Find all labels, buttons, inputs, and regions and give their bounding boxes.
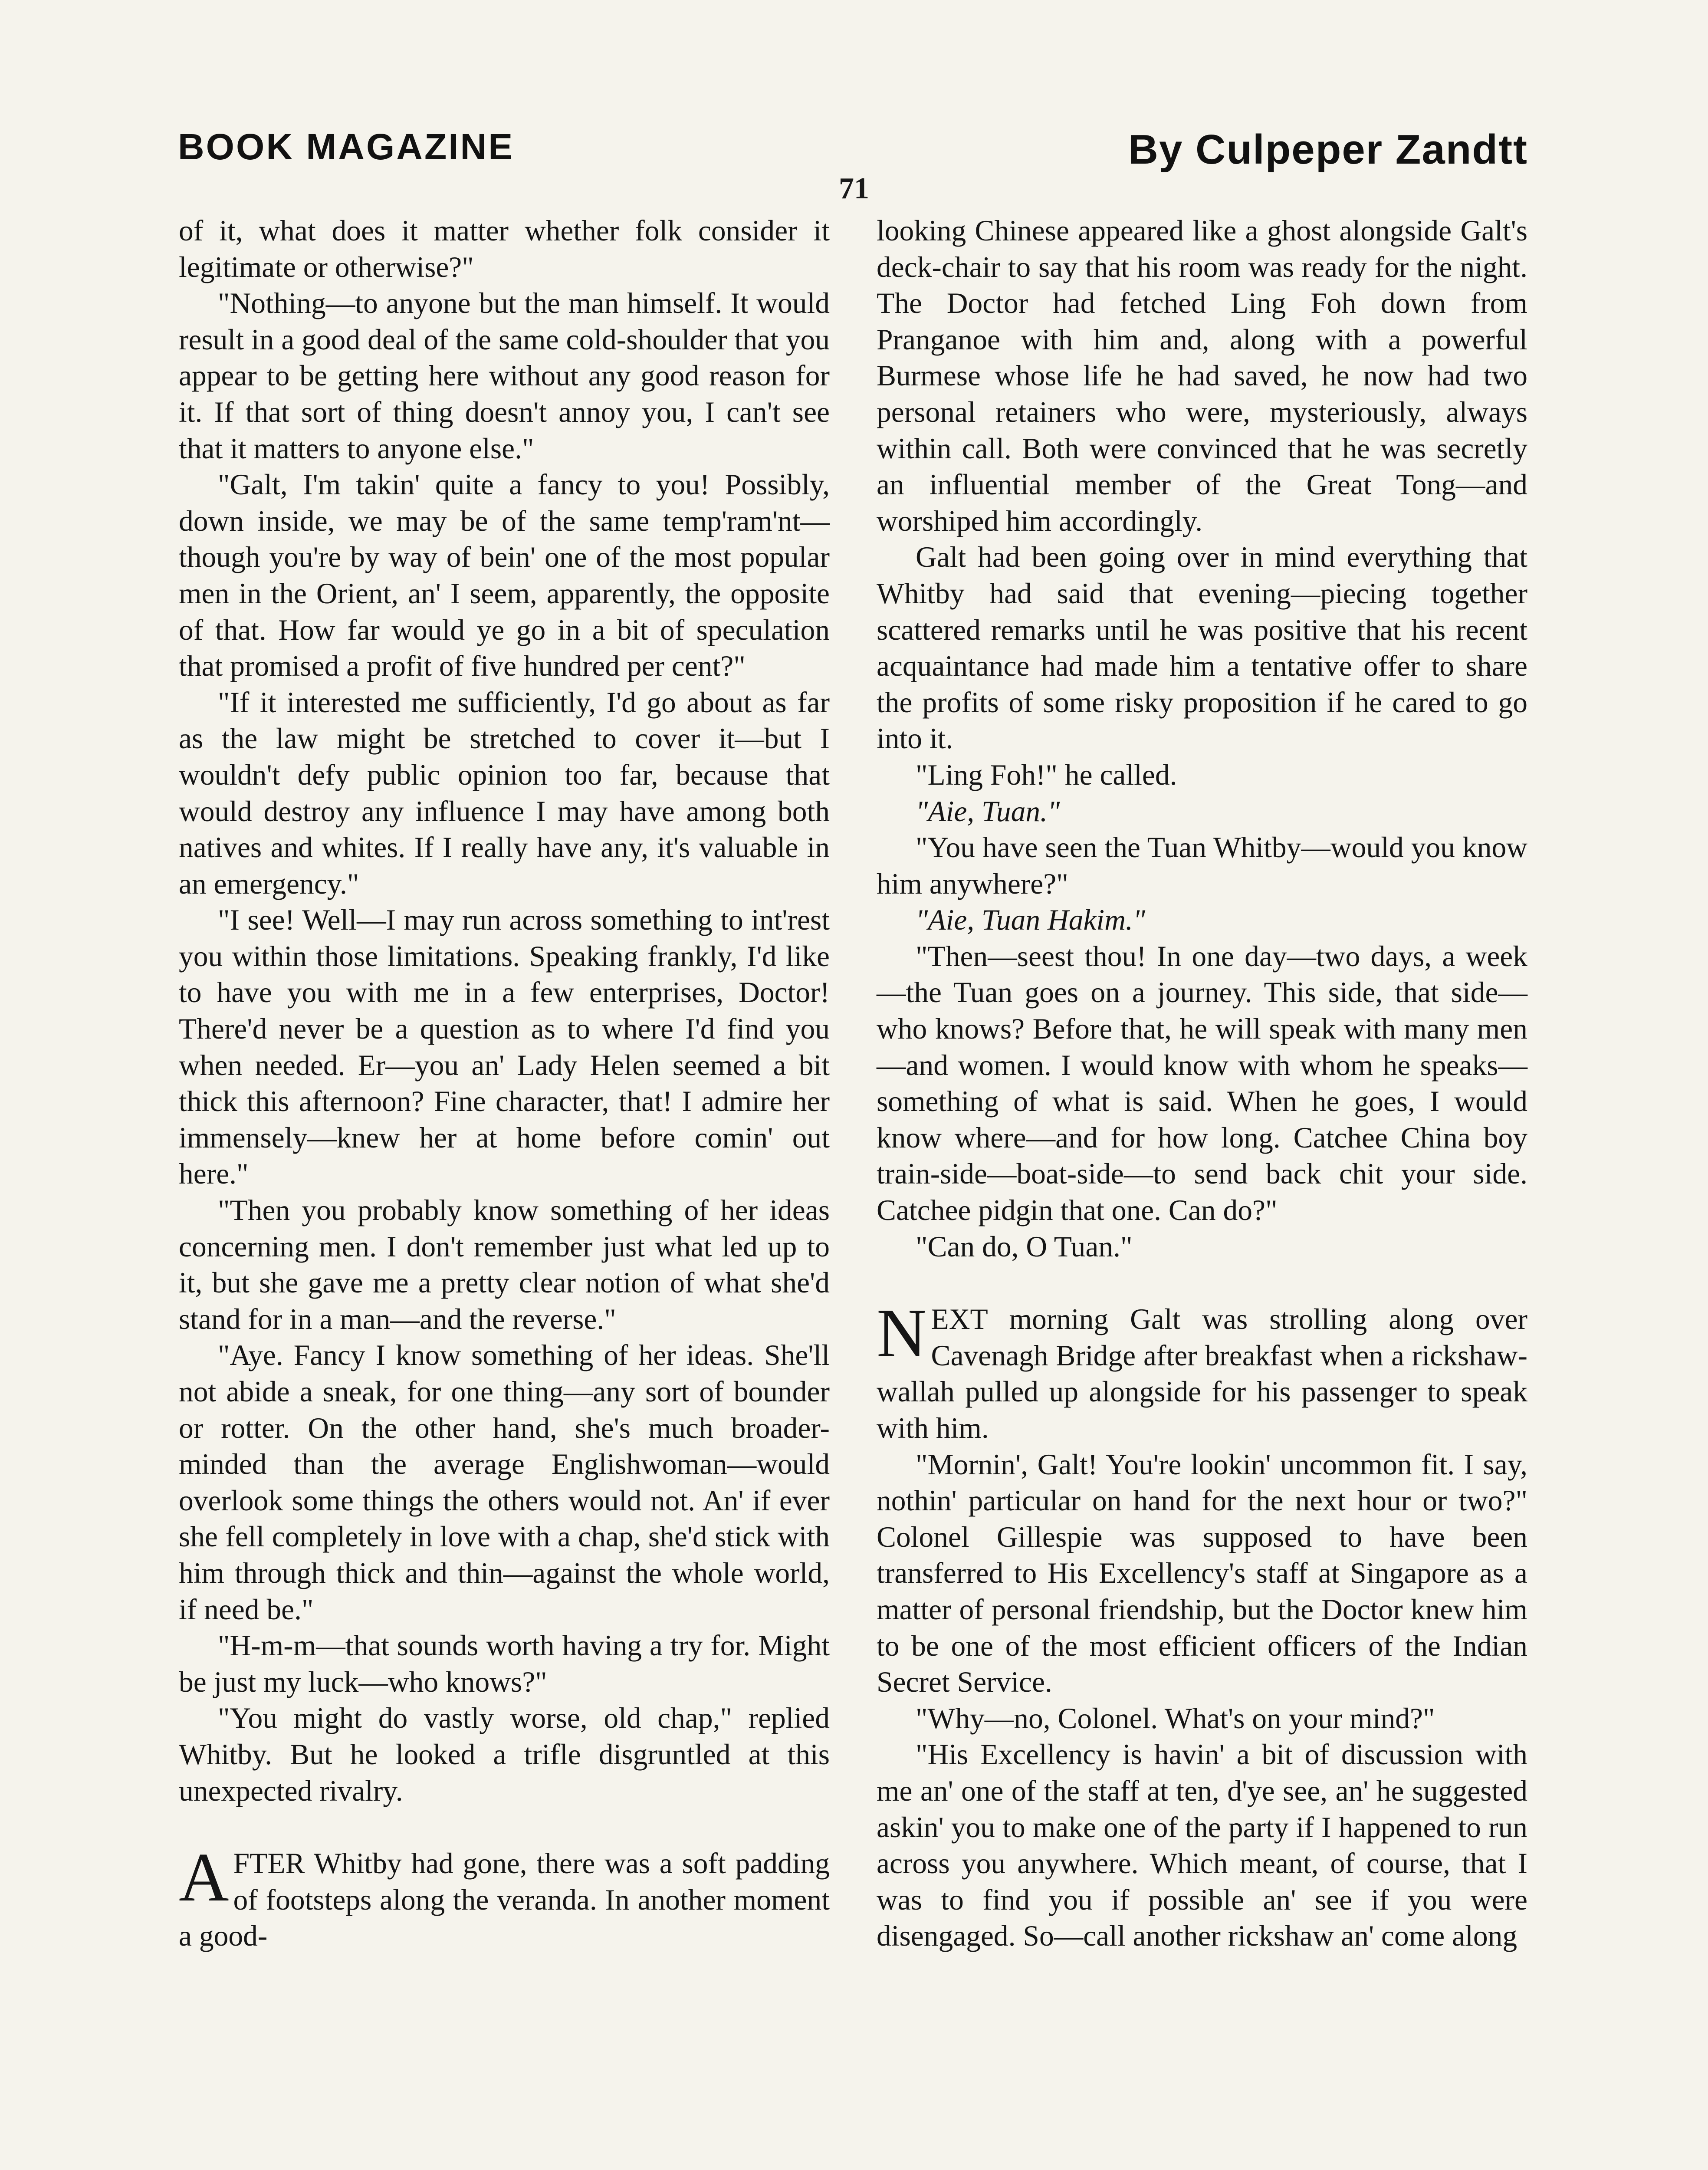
magazine-title: BOOK MAGAZINE	[178, 126, 515, 167]
paragraph: "Why—no, Colonel. What's on your mind?"	[916, 1702, 1435, 1735]
paragraph: "You might do vastly worse, old chap," replied Whitby. But he looked a trifle disgruntled at this unexpected rivalry.	[179, 1702, 830, 1807]
paragraph: looking Chinese appeared like a ghost alongside Galt's deck-chair to say that his room was ready for the night. The Doctor had fetched Ling Foh down from Pranganoe with him and, along with a powerful Burmese whose life he had saved, he now had two personal retainers who were, mysteriously, always within call. Both were convinced that he was secretly an influential member of the Great Tong—and worshiped him accordingly.	[877, 214, 1527, 537]
paragraph: "Then—seest thou! In one day—two days, a week—the Tuan goes on a journey. This side, that side—who knows? Before that, he will speak with many men—and women. I would know with whom he speaks—something of what is said. When he goes, I would know where—and for how long. Catchee China boy train-side—boat-side—to send back chit your side. Catchee pidgin that one. Can do?"	[877, 940, 1527, 1227]
paragraph: "Aie, Tuan."	[916, 795, 1060, 828]
paragraph: "I see! Well—I may run across something to int'rest you within those limitations. Speaking frankly, I'd like to have you with me in a few enterprises, Doctor! There'd never be a question as to where I'd find you when needed. Er—you an' Lady Helen seemed a bit thick this afternoon? Fine character, that! I admire her immensely—knew her at home before comin' out here."	[179, 904, 830, 1190]
paragraph: "Ling Foh!" he called.	[916, 758, 1177, 791]
paragraph: "If it interested me sufficiently, I'd go about as far as the law might be stretched to cover it—but I wouldn't defy public opinion too far, because that would destroy any influence I may have among both natives and whites. If I really have any, it's valuable in an emergency."	[179, 686, 830, 900]
paragraph: "H-m-m—that sounds worth having a try for. Might be just my luck—who knows?"	[179, 1629, 830, 1698]
paragraph: "Can do, O Tuan."	[916, 1230, 1133, 1263]
paragraph: "Nothing—to anyone but the man himself. It would result in a good deal of the same cold-shoulder that you appear to be getting here without any good reason for it. If that sort of thing doesn't annoy you, I can't see that it matters to anyone else."	[179, 287, 830, 465]
paragraph: "You have seen the Tuan Whitby—would you know him anywhere?"	[877, 831, 1527, 900]
paragraph: "Galt, I'm takin' quite a fancy to you! Possibly, down inside, we may be of the same temp'ram'nt—though you're by way of bein' one of the most popular men in the Orient, an' I seem, apparently, the opposite of that. How far would ye go in a bit of speculation that promised a profit of five hundred per cent?"	[179, 468, 830, 683]
paragraph: "Aye. Fancy I know something of her ideas. She'll not abide a sneak, for one thing—any sort of bounder or rotter. On the other hand, she's much broader-minded than the average Englishwoman—would overlook some things the others would not. An' if ever she fell completely in love with a chap, she'd stick with him through thick and thin—against the whole world, if need be."	[179, 1339, 830, 1626]
section-start-paragraph: NEXT morning Galt was strolling along over Cavenagh Bridge after breakfast when a rickshaw-wallah pulled up alongside for his passenger to speak with him.	[877, 1294, 1527, 1444]
paragraph: "His Excellency is havin' a bit of discussion with me an' one of the staff at ten, d'ye see, an' he suggested askin' you to make one of the party if I happened to run across you anywhere. Which meant, of course, that I was to find you if possible an' see if you were disengaged. So—call another rickshaw an' come along	[877, 1738, 1527, 1953]
left-text-column	[179, 213, 830, 1954]
page-number: 71	[839, 172, 869, 205]
right-text-column	[877, 213, 1527, 1954]
paragraph: of it, what does it matter whether folk consider it legitimate or otherwise?"	[179, 214, 830, 283]
paragraph: "Aie, Tuan Hakim."	[916, 904, 1146, 937]
section-start-paragraph: AFTER Whitby had gone, there was a soft padding of footsteps along the veranda. In another moment a good-	[179, 1838, 830, 1953]
paragraph: "Then you probably know something of her ideas concerning men. I don't remember just what led up to it, but she gave me a pretty clear notion of what she'd stand for in a man—and the reverse."	[179, 1194, 830, 1335]
paragraph: "Mornin', Galt! You're lookin' uncommon fit. I say, nothin' particular on hand for the next hour or two?" Colonel Gillespie was supposed to have been transferred to His Excellency's staff at Singapore as a matter of personal friendship, but the Doctor knew him to be one of the most efficient officers of the Indian Secret Service.	[877, 1448, 1527, 1699]
author-byline: By Culpeper Zandtt	[1128, 126, 1528, 173]
paragraph: Galt had been going over in mind everything that Whitby had said that evening—piecing together scattered remarks until he was positive that his recent acquaintance had made him a tentative offer to share the profits of some risky proposition if he cared to go into it.	[877, 541, 1527, 755]
